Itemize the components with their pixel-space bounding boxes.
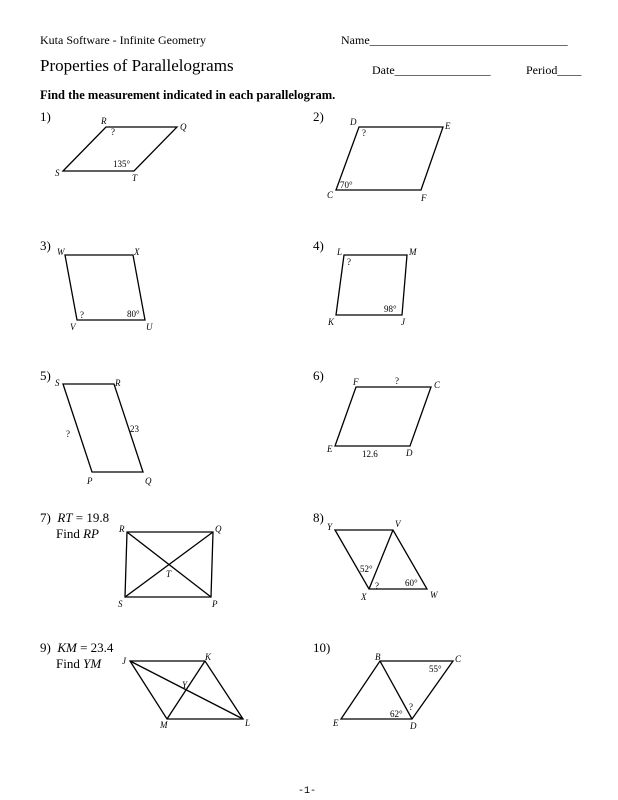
- angle-mark: 98°: [384, 304, 397, 314]
- angle-mark: ?: [375, 581, 379, 591]
- name-blank: _________________________________: [369, 33, 568, 47]
- vertex-label: K: [328, 317, 335, 327]
- figure-8: [327, 519, 439, 602]
- find-label: Find: [56, 526, 84, 541]
- figure-7: [118, 524, 222, 609]
- vertex-label: J: [401, 317, 405, 327]
- problem-number-8: 8): [313, 510, 324, 525]
- figure-9: [122, 652, 250, 730]
- find-var: RP: [83, 526, 99, 541]
- vertex-label: R: [119, 524, 125, 534]
- problem-number-2: 2): [313, 109, 324, 124]
- angle-mark: ?: [111, 127, 115, 137]
- side-mark: 12.6: [362, 449, 378, 459]
- vertex-label: Y: [182, 680, 188, 690]
- diagonal: [167, 661, 205, 719]
- side-mark: ?: [66, 429, 70, 439]
- period-label: Period: [526, 63, 558, 77]
- angle-mark: ?: [362, 128, 366, 138]
- angle-mark: 135°: [113, 159, 131, 169]
- vertex-label: K: [205, 652, 212, 662]
- vertex-label: L: [337, 247, 343, 257]
- vertex-label: W: [430, 590, 438, 600]
- vertex-label: F: [353, 377, 359, 387]
- vertex-label: E: [445, 121, 451, 131]
- problem-number-1: 1): [40, 109, 51, 124]
- software-credit: Kuta Software - Infinite Geometry: [40, 33, 206, 47]
- page-title: Properties of Parallelograms: [40, 56, 234, 75]
- vertex-label: C: [327, 190, 334, 200]
- instructions: Find the measurement indicated in each parallelogram.: [40, 88, 336, 102]
- vertex-label: T: [166, 569, 172, 579]
- vertex-label: X: [134, 247, 140, 257]
- vertex-label: R: [115, 378, 121, 388]
- find-label: Find: [56, 656, 84, 671]
- vertex-label: D: [410, 721, 417, 731]
- side-mark: 23: [130, 424, 139, 434]
- vertex-label: Q: [215, 524, 222, 534]
- angle-mark: 70°: [340, 180, 353, 190]
- vertex-label: C: [455, 654, 462, 664]
- date-label: Date: [372, 63, 395, 77]
- angle-mark: 55°: [429, 664, 442, 674]
- vertex-label: W: [57, 247, 65, 257]
- problem-number-3: 3): [40, 238, 51, 253]
- vertex-label: M: [409, 247, 417, 257]
- vertex-label: U: [146, 322, 153, 332]
- vertex-label: S: [55, 378, 60, 388]
- vertex-label: D: [406, 448, 413, 458]
- figure-10: [332, 652, 462, 731]
- figure-4: [327, 247, 417, 327]
- problem-number-5: 5): [40, 368, 51, 383]
- period-blank: ____: [557, 63, 582, 77]
- figure-1: [55, 116, 187, 183]
- figure-2: [327, 117, 451, 203]
- angle-mark: ?: [409, 702, 413, 712]
- side-mark: ?: [395, 376, 399, 386]
- vertex-label: L: [245, 718, 251, 728]
- vertex-label: D: [350, 117, 357, 127]
- angle-mark: 62°: [390, 709, 403, 719]
- problem-number-4: 4): [313, 238, 324, 253]
- angle-mark: ?: [80, 310, 84, 320]
- angle-mark: 52°: [360, 564, 373, 574]
- vertex-label: P: [212, 599, 218, 609]
- vertex-label: E: [327, 444, 333, 454]
- diagonal: [369, 530, 393, 589]
- problem-number-9: 9): [40, 640, 51, 655]
- vertex-label: S: [55, 168, 60, 178]
- vertex-label: T: [132, 173, 138, 183]
- figure-3: [57, 247, 153, 332]
- find-var: YM: [83, 656, 102, 671]
- angle-mark: 80°: [127, 309, 140, 319]
- vertex-label: M: [160, 720, 168, 730]
- angle-mark: 60°: [405, 578, 418, 588]
- vertex-label: P: [87, 476, 93, 486]
- date-blank: ________________: [394, 63, 491, 77]
- angle-mark: ?: [347, 257, 351, 267]
- vertex-label: Y: [327, 522, 333, 532]
- vertex-label: Q: [145, 476, 152, 486]
- vertex-label: E: [333, 718, 339, 728]
- problem-number-6: 6): [313, 368, 324, 383]
- vertex-label: S: [118, 599, 123, 609]
- diagonal: [125, 532, 213, 597]
- vertex-label: C: [434, 380, 441, 390]
- name-label: Name: [341, 33, 370, 47]
- problem-number-7: 7): [40, 510, 51, 525]
- problem-number-10: 10): [313, 640, 331, 655]
- vertex-label: B: [375, 652, 381, 662]
- vertex-label: Q: [180, 122, 187, 132]
- vertex-label: F: [421, 193, 427, 203]
- vertex-label: J: [122, 656, 126, 666]
- parallelogram: [335, 387, 431, 446]
- vertex-label: V: [70, 322, 76, 332]
- given-var: KM: [57, 640, 77, 655]
- page-number: -1-: [298, 786, 317, 797]
- given-var: RT: [57, 510, 73, 525]
- given-value: = 19.8: [72, 510, 110, 525]
- figure-5: [55, 378, 152, 486]
- figure-6: [326, 376, 441, 459]
- given-value: = 23.4: [76, 640, 114, 655]
- vertex-label: X: [361, 592, 367, 602]
- vertex-label: R: [101, 116, 107, 126]
- vertex-label: V: [395, 519, 401, 529]
